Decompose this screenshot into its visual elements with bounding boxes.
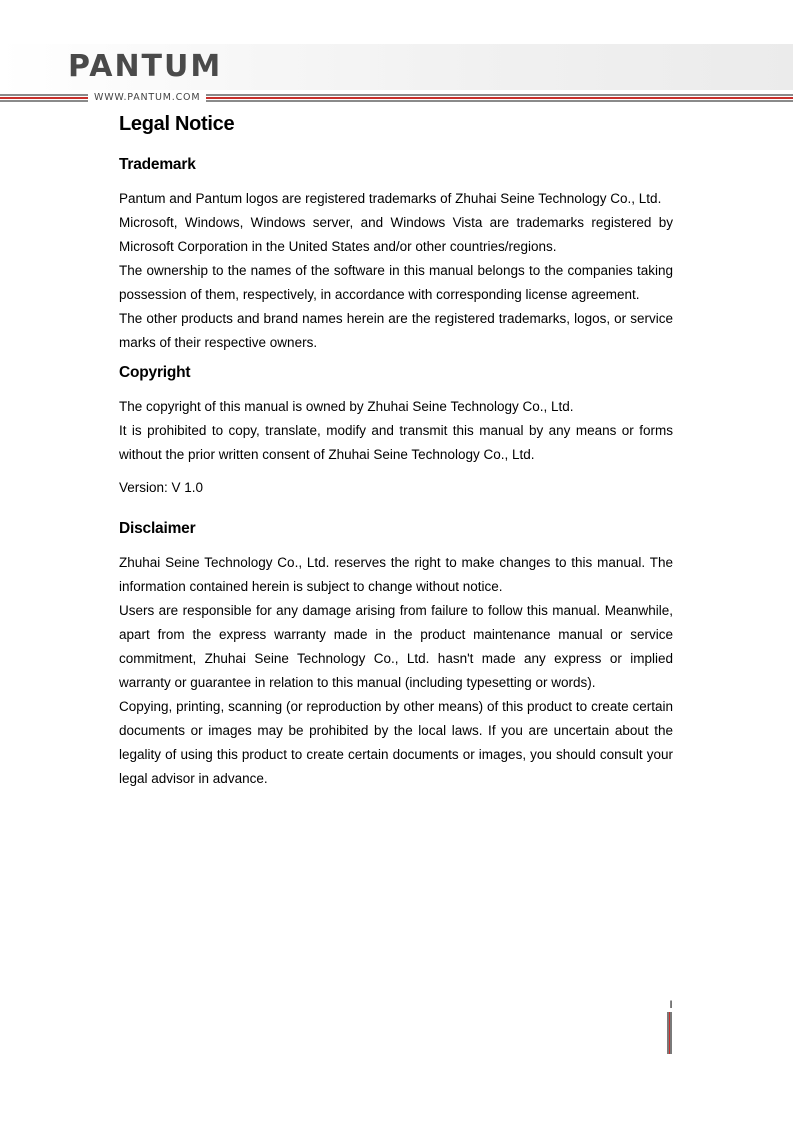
trademark-paragraph: Pantum and Pantum logos are registered trademarks of Zhuhai Seine Technology Co., Ltd. bbox=[119, 191, 662, 206]
document-body bbox=[119, 109, 673, 791]
page-number: I bbox=[669, 999, 673, 1011]
copyright-heading: Copyright bbox=[119, 364, 191, 381]
page-title: Legal Notice bbox=[119, 113, 235, 135]
disclaimer-paragraph: Copying, printing, scanning (or reproduction by other means) of this product to create certain documents or images may be prohibited by the local laws. If you are uncertain about the legality of using this product to create certain documents or images, you should consult your legal advisor in advance. bbox=[119, 699, 673, 786]
copyright-section bbox=[119, 395, 673, 467]
copyright-paragraph: The copyright of this manual is owned by Zhuhai Seine Technology Co., Ltd. bbox=[119, 399, 574, 414]
pantum-logo: PANTUM bbox=[68, 49, 223, 84]
page-header bbox=[0, 0, 793, 106]
page-side-bar bbox=[667, 1012, 672, 1054]
version-text: Version: V 1.0 bbox=[119, 480, 204, 495]
trademark-section bbox=[119, 187, 673, 355]
trademark-paragraph: The ownership to the names of the software in this manual belongs to the companies taking possession of them, respectively, in accordance with corresponding license agreement. bbox=[119, 263, 673, 302]
trademark-heading: Trademark bbox=[119, 156, 196, 173]
trademark-paragraph: The other products and brand names herein are the registered trademarks, logos, or service marks of their respective owners. bbox=[119, 311, 673, 350]
disclaimer-paragraph: Zhuhai Seine Technology Co., Ltd. reserves the right to make changes to this manual. The information contained herein is subject to change without notice. bbox=[119, 555, 673, 594]
copyright-paragraph: It is prohibited to copy, translate, modify and transmit this manual by any means or forms without the prior written consent of Zhuhai Seine Technology Co., Ltd. bbox=[119, 423, 673, 462]
website-url: WWW.PANTUM.COM bbox=[88, 91, 206, 105]
trademark-paragraph: Microsoft, Windows, Windows server, and Windows Vista are trademarks registered by Microsoft Corporation in the United States and/or other countries/regions. bbox=[119, 215, 673, 254]
disclaimer-heading: Disclaimer bbox=[119, 520, 196, 537]
disclaimer-section bbox=[119, 551, 673, 791]
disclaimer-paragraph: Users are responsible for any damage arising from failure to follow this manual. Meanwhile, apart from the express warranty made in the product maintenance manual or service commitment, Zhuhai Seine Technology Co., Ltd. hasn't made any express or implied warranty or guarantee in relation to this manual (including typesetting or words). bbox=[119, 603, 673, 690]
